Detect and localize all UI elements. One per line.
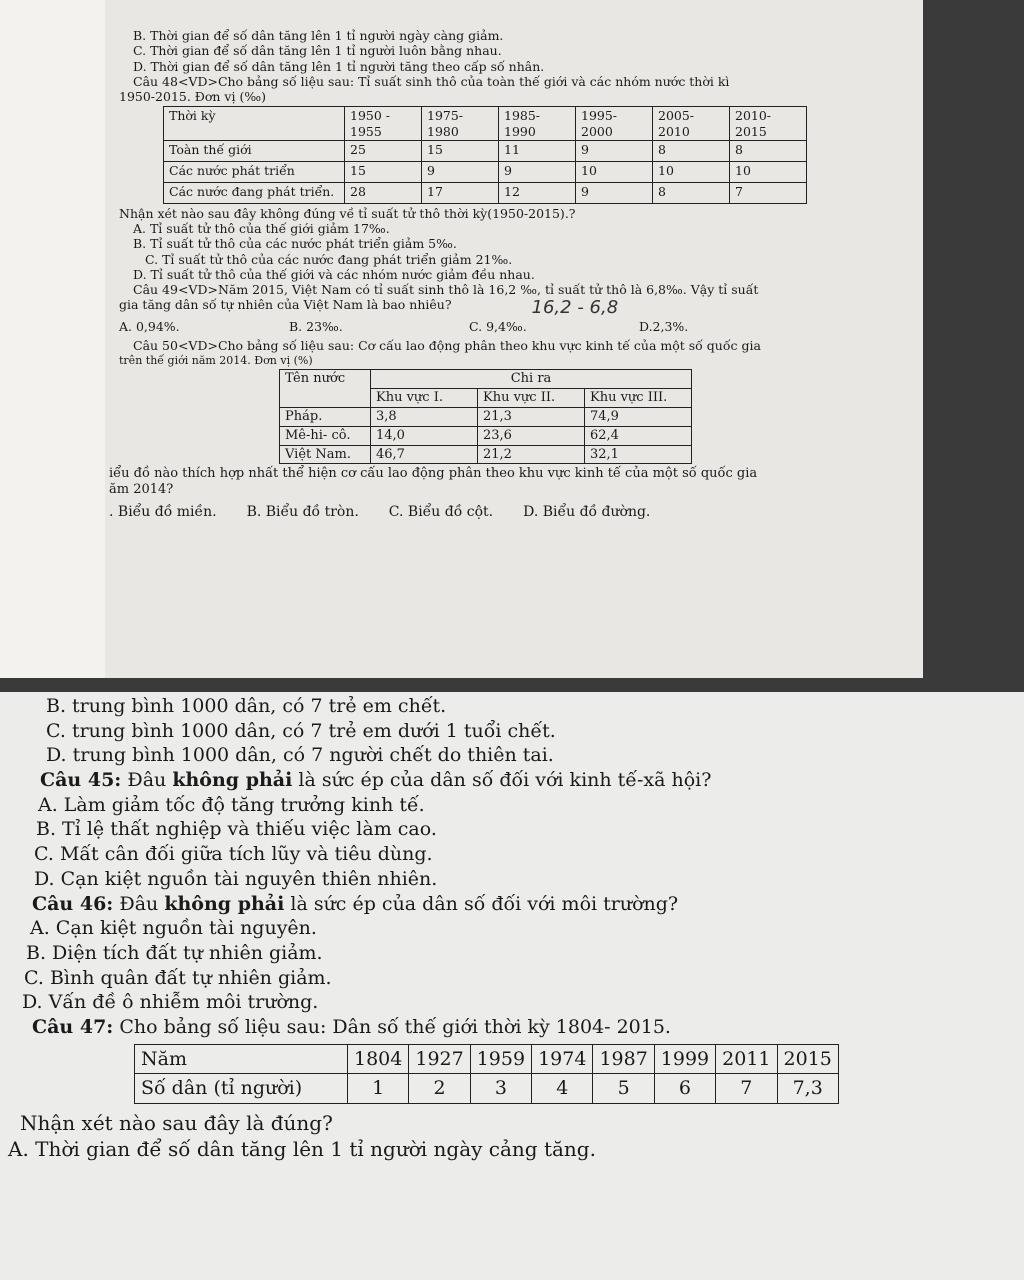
table-cell: Chi ra — [371, 370, 692, 389]
table-cell: Khu vực III. — [585, 388, 692, 407]
exam-sheet-bottom — [0, 692, 1024, 1280]
q45-option-c: C. Mất cân đối giữa tích lũy và tiêu dùng. — [34, 843, 433, 866]
table-cell: 23,6 — [478, 426, 585, 445]
table-row — [135, 1044, 839, 1074]
table-row — [280, 426, 692, 445]
table-cell: 62,4 — [585, 426, 692, 445]
q45-option-b: B. Tỉ lệ thất nghiệp và thiếu việc làm cao. — [36, 818, 437, 841]
q47-text: Cho bảng số liệu sau: Dân số thế giới thời kỳ 1804- 2015. — [119, 1015, 671, 1038]
q50-line2: trên thế giới năm 2014. Đơn vị (%) — [119, 353, 313, 367]
table-cell: 8 — [730, 140, 807, 161]
table-row — [164, 161, 807, 182]
table-cell: Tên nước — [280, 370, 371, 408]
table-cell: 11 — [499, 140, 576, 161]
q49-option-b: B. 23‰. — [289, 319, 343, 335]
handwritten-note: 16,2 - 6,8 — [531, 297, 619, 319]
table-cell: 74,9 — [585, 407, 692, 426]
table-cell: 1950 - 1955 — [345, 107, 422, 141]
q46-label: Câu 46: — [32, 892, 114, 915]
table-cell: 1959 — [470, 1044, 531, 1074]
q49-line2: gia tăng dân số tự nhiên của Việt Nam là bao nhiêu? — [119, 297, 452, 313]
table-row — [164, 140, 807, 161]
q47-option-a: A. Thời gian để số dân tăng lên 1 tỉ người ngày cảng tăng. — [8, 1137, 596, 1161]
table-cell: 7,3 — [777, 1074, 838, 1104]
table-header-row — [164, 107, 807, 141]
table-cell: 2 — [409, 1074, 470, 1104]
table-cell: 21,3 — [478, 407, 585, 426]
table-cell: 7 — [730, 182, 807, 203]
q47-prev-option-b: B. Thời gian để số dân tăng lên 1 tỉ người ngày càng giảm. — [133, 28, 504, 43]
q48-option-c: C. Tỉ suất tử thô của các nước đang phát triển giảm 21‰. — [145, 251, 513, 267]
q45-label: Câu 45: — [40, 769, 122, 792]
q48-title: Câu 48<VD>Cho bảng số liệu sau: Tỉ suất sinh thô của toàn thế giới và các nhóm nước thời kì — [133, 73, 730, 89]
q49-option-d: D.2,3%. — [639, 319, 689, 335]
q45-emphasis: không phải — [172, 769, 293, 792]
q46-question — [20, 892, 1004, 917]
q50-year: ăm 2014? — [109, 482, 174, 498]
prev-option-c: C. trung bình 1000 dân, có 7 trẻ em dưới 1 tuổi chết. — [46, 719, 556, 742]
table-cell: Toàn thế giới — [164, 140, 345, 161]
q45-question — [20, 768, 1004, 793]
table-cell: Các nước phát triển — [164, 161, 345, 182]
table-cell: 1974 — [532, 1044, 593, 1074]
table-row — [280, 407, 692, 426]
table-cell: 6 — [654, 1074, 715, 1104]
table-row — [280, 445, 692, 464]
q46-option-b: B. Diện tích đất tự nhiên giảm. — [26, 941, 323, 964]
q45-option-d: D. Cạn kiệt nguồn tài nguyên thiên nhiên. — [34, 867, 438, 890]
table-cell: 9 — [422, 161, 499, 182]
q50-option-a: . Biểu đồ miền. — [109, 504, 217, 521]
table-cell: 32,1 — [585, 445, 692, 464]
table-cell: 5 — [593, 1074, 654, 1104]
table-cell: 1995- 2000 — [576, 107, 653, 141]
prev-option-b: B. trung bình 1000 dân, có 7 trẻ em chết. — [46, 695, 447, 717]
prev-option-d: D. trung bình 1000 dân, có 7 người chết do thiên tai. — [46, 744, 554, 767]
q46-post: là sức ép của dân số đối với môi trường? — [290, 892, 679, 915]
q47-question: Nhận xét nào sau đây là đúng? — [20, 1111, 333, 1135]
table-cell: Thời kỳ — [164, 107, 345, 141]
table-cell: 17 — [422, 182, 499, 203]
table-cell: 1999 — [654, 1044, 715, 1074]
table-cell: 25 — [345, 140, 422, 161]
table-cell: 3 — [470, 1074, 531, 1104]
table-header-row — [280, 370, 692, 389]
table-cell: 10 — [730, 161, 807, 182]
table-cell: 46,7 — [371, 445, 478, 464]
q50-option-b: B. Biểu đồ tròn. — [246, 504, 359, 521]
q46-emphasis: không phải — [164, 892, 285, 915]
table-cell: 9 — [576, 182, 653, 203]
table-cell: 12 — [499, 182, 576, 203]
table-cell: 14,0 — [371, 426, 478, 445]
q49-option-c: C. 9,4‰. — [469, 319, 527, 335]
q47-prev-option-c: C. Thời gian để số dân tăng lên 1 tỉ người luôn bằng nhau. — [133, 43, 502, 59]
q45-option-a: A. Làm giảm tốc độ tăng trưởng kinh tế. — [38, 793, 425, 816]
table-cell: Pháp. — [280, 407, 371, 426]
q48-option-a: A. Tỉ suất tử thô của thế giới giảm 17‰. — [133, 221, 390, 236]
table-cell: 1987 — [593, 1044, 654, 1074]
table-cell: 21,2 — [478, 445, 585, 464]
table-cell: Khu vực I. — [371, 388, 478, 407]
table-cell: Việt Nam. — [280, 445, 371, 464]
q49-line1: Câu 49<VD>Năm 2015, Việt Nam có tỉ suất sinh thô là 16,2 ‰, tỉ suất tử thô là 6,8‰. Vậy tỉ suất — [133, 282, 759, 297]
table-cell: 10 — [576, 161, 653, 182]
q50-options — [109, 504, 909, 521]
q49-line2-row — [119, 297, 909, 319]
exam-sheet-top — [105, 0, 923, 678]
q45-pre: Đâu — [127, 769, 167, 792]
table-cell: 2011 — [716, 1044, 777, 1074]
q46-option-d: D. Vấn đề ô nhiễm môi trường. — [22, 991, 319, 1014]
table-cell: 1 — [348, 1074, 409, 1104]
table-cell: 2005- 2010 — [653, 107, 730, 141]
table-cell: 1975- 1980 — [422, 107, 499, 141]
table-cell: 8 — [653, 140, 730, 161]
q47-prev-option-d: D. Thời gian để số dân tăng lên 1 tỉ người tăng theo cấp số nhân. — [133, 58, 545, 74]
background-strip — [0, 0, 105, 678]
q48-range: 1950-2015. Đơn vị (‰) — [119, 89, 266, 104]
table-cell: Số dân (tỉ người) — [135, 1074, 348, 1104]
table-cell: 2015 — [777, 1044, 838, 1074]
q49-option-a: A. 0,94%. — [119, 319, 180, 335]
table-cell: 1927 — [409, 1044, 470, 1074]
table-cell: 9 — [499, 161, 576, 182]
table-cell: 4 — [532, 1074, 593, 1104]
table-cell: 3,8 — [371, 407, 478, 426]
table-cell: Khu vực II. — [478, 388, 585, 407]
table-row — [135, 1074, 839, 1104]
q46-option-c: C. Bình quân đất tự nhiên giảm. — [24, 966, 332, 989]
table-cell: Các nước đang phát triển. — [164, 182, 345, 203]
labor-structure-table — [279, 369, 692, 464]
q47-label: Câu 47: — [32, 1015, 114, 1038]
table-cell: 1804 — [348, 1044, 409, 1074]
table-cell: 2010- 2015 — [730, 107, 807, 141]
q48-option-b: B. Tỉ suất tử thô của các nước phát triển giảm 5‰. — [133, 236, 457, 252]
q47-intro — [20, 1015, 1004, 1040]
q49-options — [119, 319, 909, 334]
table-cell: 15 — [345, 161, 422, 182]
table-cell: 10 — [653, 161, 730, 182]
table-cell: Mê-hi- cô. — [280, 426, 371, 445]
table-cell: 8 — [653, 182, 730, 203]
q48-option-d: D. Tỉ suất tử thô của thế giới và các nhóm nước giảm đều nhau. — [133, 266, 535, 282]
table-cell: 15 — [422, 140, 499, 161]
world-population-table — [134, 1044, 839, 1104]
table-cell: 9 — [576, 140, 653, 161]
table-cell: 1985- 1990 — [499, 107, 576, 141]
table-cell: 28 — [345, 182, 422, 203]
table-cell: Năm — [135, 1044, 348, 1074]
birth-rate-table — [163, 106, 807, 204]
q45-post: là sức ép của dân số đối với kinh tế-xã hội? — [298, 769, 712, 792]
q50-line1: Câu 50<VD>Cho bảng số liệu sau: Cơ cấu lao động phân theo khu vực kinh tế của một số quốc gia — [133, 338, 761, 354]
q50-option-c: C. Biểu đồ cột. — [388, 504, 494, 521]
table-cell: 7 — [716, 1074, 777, 1104]
q46-pre: Đâu — [119, 892, 159, 915]
q48-question: Nhận xét nào sau đây không đúng về tỉ suất tử thô thời kỳ(1950-2015).? — [119, 205, 576, 221]
q46-option-a: A. Cạn kiệt nguồn tài nguyên. — [30, 917, 317, 940]
q50-option-d: D. Biểu đồ đường. — [523, 504, 651, 521]
q50-question: iểu đồ nào thích hợp nhất thể hiện cơ cấu lao động phân theo khu vực kinh tế của một số quốc gia — [109, 466, 758, 482]
table-row — [164, 182, 807, 203]
